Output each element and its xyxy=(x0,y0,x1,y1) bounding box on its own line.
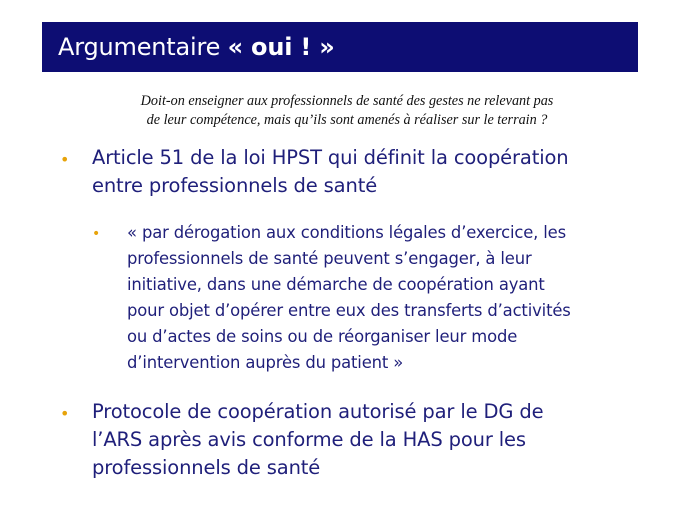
bullet-line: entre professionnels de santé xyxy=(92,174,378,197)
bullet-dot-icon: • xyxy=(60,404,70,423)
bullet-dot-icon: • xyxy=(60,150,70,169)
bullet-line: professionnels de santé xyxy=(92,456,321,479)
bullet-article-51 xyxy=(92,144,568,200)
subtitle-line-2: de leur compétence, mais qu’ils sont amenés à réaliser sur le terrain ? xyxy=(146,112,548,128)
title-emphasis: « oui ! » xyxy=(227,33,335,61)
sub-bullet-dot-icon: • xyxy=(92,226,101,242)
bullet-quote-derogation xyxy=(127,220,571,376)
bullet-line: « par dérogation aux conditions légales d’exercice, les xyxy=(127,223,567,242)
slide-title xyxy=(58,33,335,61)
bullet-line: ou d’actes de soins ou de réorganiser leur mode xyxy=(127,327,518,346)
bullet-line: pour objet d’opérer entre eux des transferts d’activités xyxy=(127,301,571,320)
title-bar xyxy=(42,22,638,72)
bullet-line: initiative, dans une démarche de coopération ayant xyxy=(127,275,545,294)
title-prefix: Argumentaire xyxy=(58,33,228,61)
subtitle-line-1: Doit-on enseigner aux professionnels de santé des gestes ne relevant pas xyxy=(140,93,554,109)
bullet-protocole xyxy=(92,398,543,482)
bullet-line: Article 51 de la loi HPST qui définit la coopération xyxy=(92,146,569,169)
bullet-line: Protocole de coopération autorisé par le DG de xyxy=(92,400,544,423)
bullet-line: professionnels de santé peuvent s’engager, à leur xyxy=(127,249,532,268)
subtitle-question xyxy=(62,92,632,130)
bullet-line: l’ARS après avis conforme de la HAS pour les xyxy=(92,428,526,451)
bullet-line: d’intervention auprès du patient » xyxy=(127,353,404,372)
